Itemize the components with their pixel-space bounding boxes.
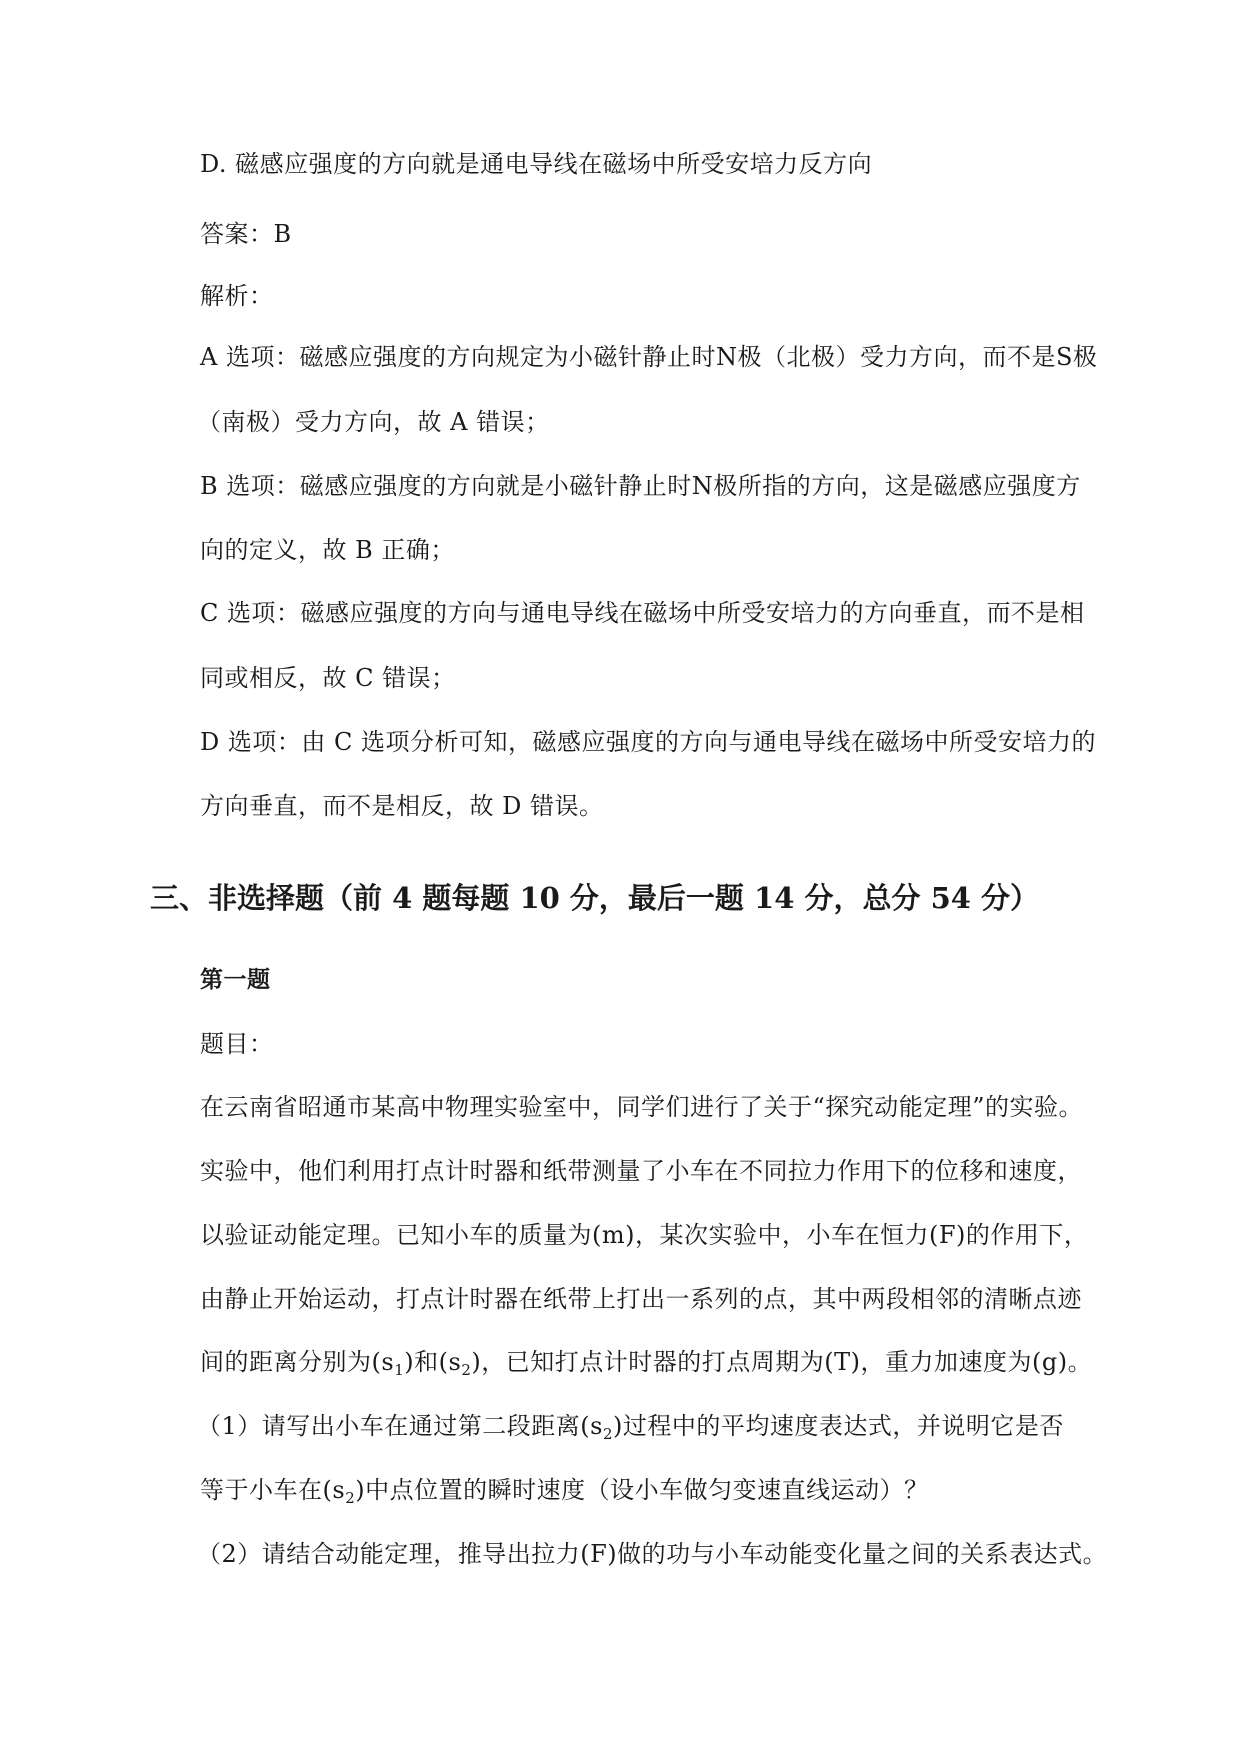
text-segment: （2）请结合动能定理，推导出拉力 [197, 1540, 581, 1568]
var-m: (m) [592, 1221, 635, 1249]
var-g: (g) [1031, 1348, 1068, 1376]
var-s2: $(s_2)$ [580, 1412, 623, 1443]
text-segment: 以验证动能定理。已知小车的质量为 [200, 1221, 592, 1249]
question-label: 题目： [200, 1030, 274, 1058]
analysis-b-line1: B 选项：磁感应强度的方向就是小磁针静止时N极所指的方向，这是磁感应强度方 [200, 472, 1081, 500]
option-d: D. 磁感应强度的方向就是通电导线在磁场中所受安培力反方向 [200, 150, 873, 178]
text-segment: 过程中的平均速度表达式，并说明它是否 [622, 1412, 1064, 1440]
text-segment: 和 [414, 1348, 439, 1376]
var-s2: $(s_2)$ [322, 1476, 366, 1507]
question-line1: 在云南省昭通市某高中物理实验室中，同学们进行了关于“探究动能定理”的实验。 [200, 1093, 1084, 1121]
text-segment: 的作用下， [965, 1221, 1089, 1249]
question-line3 [200, 1223, 1088, 1247]
analysis-d-line1: D 选项：由 C 选项分析可知，磁感应强度的方向与通电导线在磁场中所受安培力的 [200, 728, 1096, 756]
text-segment: 。 [1067, 1348, 1093, 1376]
var-s2: $(s_2)$ [438, 1348, 482, 1379]
analysis-label: 解析： [200, 282, 274, 310]
analysis-d-line2: 方向垂直，而不是相反，故 D 错误。 [200, 792, 604, 820]
analysis-c-line1: C 选项：磁感应强度的方向与通电导线在磁场中所受安培力的方向垂直，而不是相 [200, 599, 1085, 627]
text-segment: 间的距离分别为 [200, 1348, 372, 1376]
text-segment: ，重力加速度为 [860, 1348, 1032, 1376]
question-part2 [197, 1542, 1107, 1566]
text-segment: 等于小车在 [200, 1476, 323, 1504]
var-s-letter: s [448, 1348, 462, 1376]
answer: 答案：B [200, 220, 292, 248]
question-line5 [200, 1348, 1093, 1379]
analysis-a-line1: A 选项：磁感应强度的方向规定为小磁针静止时N极（北极）受力方向，而不是S极 [200, 343, 1098, 371]
text-segment: ，已知打点计时器的打点周期为 [481, 1348, 825, 1376]
var-s-letter: s [590, 1412, 603, 1440]
text-segment: 做的功与小车动能变化量之间的关系表达式。 [617, 1540, 1108, 1568]
analysis-b-line2: 向的定义，故 B 正确； [200, 536, 455, 564]
subscript: 1 [394, 1361, 405, 1379]
question-part1-line2 [200, 1476, 929, 1507]
question-line4: 由静止开始运动，打点计时器在纸带上打出一系列的点，其中两段相邻的清晰点迹 [200, 1285, 1082, 1313]
question-part1-line1 [197, 1412, 1064, 1443]
var-s1: $(s_1)$ [371, 1348, 415, 1379]
subscript: 2 [602, 1425, 614, 1443]
text-segment: （1）请写出小车在通过第二段距离 [197, 1412, 581, 1440]
var-s-letter: s [381, 1348, 395, 1376]
analysis-c-line2: 同或相反，故 C 错误； [200, 664, 456, 692]
var-F: (F) [928, 1221, 966, 1249]
var-T: (T) [824, 1348, 861, 1376]
subscript: 2 [461, 1361, 472, 1379]
text-segment: 中点位置的瞬时速度（设小车做匀变速直线运动）？ [365, 1476, 929, 1504]
question-line2: 实验中，他们利用打点计时器和纸带测量了小车在不同拉力作用下的位移和速度， [200, 1157, 1082, 1185]
var-F: (F) [580, 1540, 618, 1568]
analysis-a-line2: （南极）受力方向，故 A 错误； [197, 408, 550, 436]
subscript: 2 [345, 1489, 356, 1507]
question-title: 第一题 [200, 966, 271, 993]
var-s-letter: s [332, 1476, 346, 1504]
section-title: 三、非选择题（前 4 题每题 10 分，最后一题 14 分，总分 54 分） [150, 881, 1040, 915]
text-segment: ，某次实验中，小车在恒力 [634, 1221, 929, 1249]
